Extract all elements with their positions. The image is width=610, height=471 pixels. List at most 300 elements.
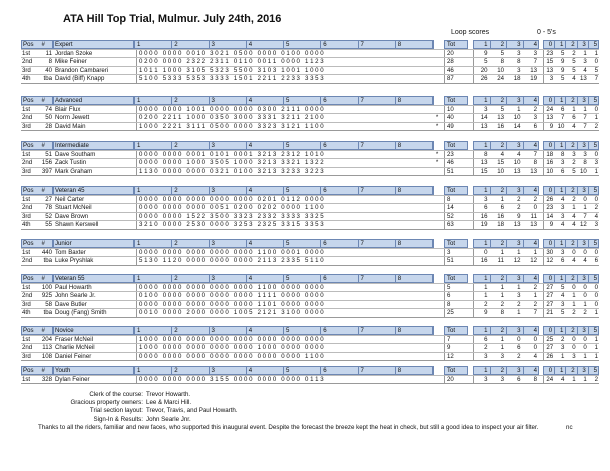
rider-total: 5 [444,284,471,293]
credit-line: Trial section layout: Trevor, Travis, and Paul Howarth. [89,407,238,415]
table-row [21,105,599,114]
loop-score: 2 [533,300,537,308]
score-count: 0 [572,335,576,343]
loop-score: 2 [533,105,537,113]
score-count: 2 [594,375,598,383]
loop-score: 1 [484,283,488,291]
loop-score: 3 [517,292,521,300]
table-row [21,352,599,361]
rider-position: 1st [22,150,31,158]
rider-name: Paul Howarth [55,283,92,291]
score-count: 3 [583,58,587,66]
score-count: 1 [594,167,598,175]
section-number: 7 [359,240,396,248]
loop-score: 8 [484,150,488,158]
zero-number: 3 [578,367,589,375]
rider-position: 1st [22,248,31,256]
score-count: 27 [546,292,554,300]
loop-number: 4 [524,142,540,150]
loop-number: 3 [507,142,524,150]
loop-score: 1 [484,292,488,300]
loop-score: 1 [533,248,537,256]
zero-header [543,186,599,195]
rider-total: 23 [444,151,471,160]
rider-number: 28 [45,122,52,130]
section-number: 6 [321,327,358,335]
loop-number: 4 [524,275,540,283]
loop-scores [473,75,540,84]
loop-number: 4 [524,97,540,105]
rider-name: Dylan Feiner [55,375,90,383]
section-header [134,239,434,248]
score-count: 1 [583,105,587,113]
table-row [21,150,599,159]
score-count: 0 [594,195,598,203]
zero-number: 3 [578,41,589,49]
score-count: 26 [546,352,554,360]
loop-score: 3 [484,375,488,383]
rider-number: tba [43,75,52,83]
section-scores: 3 2 1 0 0 0 0 0 2 5 3 0 0 0 0 0 3 2 5 3 2 3 2 5 3 3 1 5 3 3 5 3 [136,221,437,230]
score-count: 1 [583,375,587,383]
section-number: 6 [321,142,358,150]
loop-score: 1 [500,335,504,343]
class-name: Veteran 55 [53,274,134,283]
zero-number: 0 [544,41,555,49]
loop-score: 10 [497,167,504,175]
section-number: 6 [321,240,358,248]
section-number: 5 [284,275,321,283]
score-count: 26 [546,195,554,203]
score-counts [543,123,600,132]
section-number: 1 [135,327,172,335]
rider-total: 10 [444,106,471,115]
table-row [21,300,599,309]
rider-number: 27 [45,195,52,203]
loop-score: 2 [517,352,521,360]
section-scores: 0 0 0 0 0 0 0 0 0 0 0 0 0 0 0 0 0 0 0 0 1 1 0 0 0 0 0 0 0 0 0 0 [136,284,437,293]
zero-header [543,239,599,248]
section-scores: 1 0 0 0 0 0 0 0 0 0 0 0 0 0 0 0 0 0 0 0 0 0 0 0 0 0 0 0 0 0 0 0 [136,336,437,345]
rider-total: 8 [444,196,471,205]
score-count: 6 [560,105,565,113]
score-count: 13 [580,75,587,83]
class-rows [21,195,599,230]
loop-score: 20 [480,66,488,74]
rider-position: 4th [22,75,31,83]
score-count: 3 [572,150,576,158]
loop-score: 8 [517,58,521,66]
loop-score: 13 [513,167,521,175]
score-count: 3 [560,300,565,308]
section-number: 1 [135,275,172,283]
class-block [21,326,599,361]
score-count: 3 [549,75,554,83]
section-scores: 5 1 3 0 1 1 2 0 0 0 0 0 0 0 0 0 0 0 0 0 2 1 1 3 2 3 3 5 5 1 1 0 [136,257,437,266]
loop-score: 3 [484,105,488,113]
loop-number: 3 [507,275,524,283]
loop-number: 2 [491,327,508,335]
loop-number: 2 [491,240,508,248]
tiebreak-mark [434,221,440,230]
score-count: 3 [594,221,598,229]
loop-number: 1 [474,240,491,248]
section-scores: 1 0 1 1 1 0 0 0 3 1 0 5 5 3 2 3 5 5 0 0 3 1 0 3 1 0 0 1 1 0 0 0 [136,67,437,76]
score-count: 0 [583,195,587,203]
zero-number: 2 [566,142,577,150]
rider-number: 55 [45,221,52,229]
zero-number: 1 [555,240,566,248]
section-number: 5 [284,187,321,195]
score-count: 0 [594,300,598,308]
rider-name: Charlie McNeil [55,344,95,352]
section-scores: 1 0 0 0 0 0 0 0 0 0 0 0 0 0 0 0 0 0 0 0 1 0 0 0 0 0 0 0 0 0 0 0 [136,344,437,353]
score-count: 0 [594,150,598,158]
rider-total: 51 [444,257,471,266]
loop-scores [473,168,540,177]
zero-number: 1 [555,187,566,195]
section-number: 7 [359,327,396,335]
loop-number: 1 [474,97,491,105]
section-number: 7 [359,142,396,150]
class-block [21,274,599,318]
section-scores: 0 2 0 0 2 2 1 1 1 0 0 0 0 3 5 0 3 0 0 0 3 3 3 1 3 2 1 1 2 1 0 0 [136,114,437,123]
section-number: 5 [284,97,321,105]
loop-score: 4 [517,150,521,158]
section-header [134,96,434,105]
section-number: 2 [172,187,209,195]
loop-score: 3 [533,49,537,57]
pos-header [21,96,53,105]
rider-number: 8 [48,58,52,66]
section-number: 4 [247,41,284,49]
class-rows [21,375,599,385]
loop-score: 13 [530,221,537,229]
score-count: 1 [583,352,587,360]
loop-score: 1 [500,283,504,291]
zero-header [543,274,599,283]
section-scores: 0 0 0 0 0 0 0 0 0 0 0 1 0 1 0 1 0 0 0 1 3 2 1 3 2 3 1 2 1 0 1 0 [136,151,437,160]
loop-score: 0 [484,248,488,256]
score-count: 6 [560,257,565,265]
section-number: 1 [135,97,172,105]
table-row [21,248,599,257]
rider-name: Tom Baxter [55,248,86,256]
rider-name: Zack Tustin [55,159,87,167]
rider-number: 74 [45,105,52,113]
table-row [21,256,599,265]
loop-score: 12 [530,257,537,265]
zero-number: 5 [589,327,599,335]
score-count: 5 [560,283,565,291]
rider-name: David Main [55,122,86,130]
pos-label: Pos [23,41,34,48]
score-count: 7 [583,122,587,130]
loop-score: 5 [500,105,504,113]
rider-total: 49 [444,123,471,132]
class-name: Expert [53,40,134,49]
score-count: 3 [560,248,565,256]
score-count: 12 [580,221,587,229]
loop-scores [473,376,540,385]
score-count: 0 [572,248,576,256]
score-count: 4 [583,66,587,74]
score-count: 2 [572,159,576,167]
class-block [21,239,599,266]
loop-score: 0 [533,335,537,343]
score-count: 18 [546,150,554,158]
num-label: # [41,187,45,194]
class-rows [21,335,599,362]
loop-score: 3 [517,66,521,74]
rider-total: 3 [444,249,471,258]
table-row [21,212,599,221]
class-name: Junior [53,239,134,248]
pos-header [21,186,53,195]
zero-number: 5 [589,97,599,105]
rider-number: tba [43,257,52,265]
rider-name: Neil Carter [55,195,85,203]
zero-number: 3 [578,142,589,150]
section-number: 1 [135,142,172,150]
loop-number: 1 [474,41,491,49]
score-count: 23 [546,49,554,57]
class-name: Intermediate [53,141,134,150]
class-rows [21,150,599,177]
section-number: 8 [396,240,433,248]
loop-score: 1 [517,309,521,317]
credit-line: Gracious property owners: Lee & Marci Hill. [70,399,192,407]
section-scores: 0 0 0 0 0 0 0 0 1 5 2 2 3 5 0 0 3 3 2 3 2 3 3 2 3 3 3 3 3 3 2 5 [136,213,437,222]
section-number: 7 [359,367,396,375]
section-number: 7 [359,97,396,105]
rider-name: Shawn Kerswell [55,221,99,229]
rider-name: Dave Southam [55,150,96,158]
score-count: 2 [572,309,576,317]
zero-number: 5 [589,240,599,248]
class-name: Advanced [53,96,134,105]
zero-five-heading: 0 - 5's [537,29,556,36]
rider-position: 3rd [22,352,31,360]
score-count: 13 [546,114,554,122]
score-count: 1 [583,204,587,212]
loop-score: 7 [533,309,537,317]
score-count: 0 [594,283,598,291]
zero-number: 3 [578,275,589,283]
loop-score: 8 [533,159,537,167]
loop-score: 13 [530,167,537,175]
table-row [21,308,599,317]
rider-name: Daniel Feiner [55,352,92,360]
class-name: Youth [53,366,134,375]
rider-number: 328 [41,375,52,383]
loop-number: 4 [524,41,540,49]
rider-name: Jordan Szoke [55,49,93,57]
loop-score: 3 [484,195,488,203]
zero-number: 0 [544,187,555,195]
zero-number: 0 [544,97,555,105]
rider-number: 397 [41,167,52,175]
loop-score: 5 [500,49,504,57]
section-header [134,366,434,375]
tiebreak-mark: * [435,159,439,167]
class-name: Veteran 45 [53,186,134,195]
rider-total: 87 [444,75,471,84]
score-count: 23 [546,204,554,212]
tiebreak-mark: * [435,150,439,158]
score-count: 0 [583,248,587,256]
loop-score: 1 [533,292,537,300]
zero-number: 2 [566,187,577,195]
section-scores: 0 0 0 0 0 0 0 0 0 0 0 0 0 0 0 0 0 0 0 0 1 1 0 0 0 0 0 1 0 0 0 0 [136,249,437,258]
loop-score: 2 [484,344,488,352]
score-counts [543,221,600,230]
loop-scores [473,309,540,318]
rider-number: 204 [41,335,52,343]
class-block [21,366,599,384]
table-row [21,283,599,292]
score-count: 2 [572,49,576,57]
section-number: 6 [321,275,358,283]
zero-number: 5 [589,275,599,283]
table-row [21,122,599,131]
section-number: 6 [321,187,358,195]
zero-number: 0 [544,275,555,283]
table-row [21,195,599,204]
section-number: 2 [172,367,209,375]
loop-score: 10 [497,66,504,74]
tiebreak-mark [434,353,440,362]
class-header-row [21,141,599,150]
num-label: # [41,367,45,374]
score-count: 7 [594,75,598,83]
loop-score: 7 [533,150,537,158]
score-count: 4 [560,375,565,383]
loop-score: 4 [533,352,537,360]
class-rows [21,49,599,84]
zero-header [543,326,599,335]
loop-number: 2 [491,97,508,105]
section-header [134,186,434,195]
rider-number: 108 [41,352,52,360]
score-count: 8 [583,159,587,167]
rider-name: Dave Butler [55,300,87,308]
score-count: 1 [594,352,598,360]
section-number: 8 [396,327,433,335]
rider-number: 50 [45,114,52,122]
rider-number: 440 [41,248,52,256]
zero-number: 1 [555,275,566,283]
zero-number: 1 [555,367,566,375]
section-scores: 0 0 0 0 0 0 0 0 1 0 0 1 0 0 0 0 0 0 0 0 0 3 0 0 2 1 1 1 0 0 0 0 [136,106,437,115]
thanks-note: Thanks to all the riders, familiar and new faces, who supported this inaugural event. Despite the forecast the breeze kept the heat in check, but still a good idea to inspect your air filter. [38,424,539,431]
zero-header [543,40,599,49]
loop-scores-heading: Loop scores [451,29,490,36]
score-count: 4 [560,195,565,203]
score-count: 2 [560,335,565,343]
loop-number: 1 [474,275,491,283]
score-count: 2 [594,204,598,212]
score-count: 0 [583,283,587,291]
tot-header: Tot [444,326,468,335]
loop-score: 14 [480,114,488,122]
table-row [21,57,599,66]
class-header-row [21,186,599,195]
pos-label: Pos [23,327,34,334]
tiebreak-mark [434,376,440,385]
loop-score: 0 [533,204,537,212]
section-number: 3 [210,240,247,248]
class-header-row [21,96,599,105]
pos-label: Pos [23,367,34,374]
score-count: 0 [572,344,576,352]
rider-total: 12 [444,353,471,362]
score-count: 0 [572,283,576,291]
rider-position: 4th [22,221,31,229]
zero-number: 5 [589,41,599,49]
pos-label: Pos [23,275,34,282]
pos-label: Pos [23,240,34,247]
section-scores: 0 0 0 0 0 0 0 0 0 0 0 0 3 1 5 5 0 0 0 0 0 0 0 0 0 0 0 0 0 1 1 3 [136,376,437,385]
rider-total: 52 [444,213,471,222]
rider-total: 25 [444,309,471,318]
score-count: 3 [560,212,565,220]
loop-score: 3 [533,114,537,122]
section-number: 1 [135,367,172,375]
score-count: 4 [572,122,576,130]
section-number: 4 [247,367,284,375]
tot-header: Tot [444,96,468,105]
score-count: 9 [560,66,565,74]
num-label: # [41,275,45,282]
loop-score: 16 [480,212,488,220]
score-count: 3 [583,150,587,158]
class-header-row [21,40,599,49]
score-counts [543,257,600,266]
loop-score: 2 [500,300,504,308]
score-count: 27 [546,300,554,308]
section-number: 3 [210,97,247,105]
loop-score: 0 [517,335,521,343]
loop-scores [473,123,540,132]
score-count: 1 [583,49,587,57]
num-label: # [41,97,45,104]
rider-total: 46 [444,67,471,76]
loop-score: 0 [533,344,537,352]
tiebreak-mark [434,168,440,177]
rider-number: 51 [45,150,52,158]
loop-score: 2 [517,195,521,203]
loop-score: 18 [513,75,521,83]
rider-number: 156 [41,159,52,167]
rider-name: Norm Jewett [55,114,90,122]
author-initials: nc [566,424,573,431]
loop-score: 9 [517,212,521,220]
score-count: 1 [572,300,576,308]
rider-name: Mike Feiner [55,58,87,66]
section-number: 5 [284,142,321,150]
table-row [21,335,599,344]
zero-number: 2 [566,240,577,248]
rider-name: David (Biff) Knapp [55,75,105,83]
score-count: 1 [572,204,576,212]
section-number: 7 [359,187,396,195]
section-number: 5 [284,327,321,335]
loop-score: 12 [513,257,521,265]
loop-score: 3 [500,375,504,383]
section-number: 1 [135,187,172,195]
score-count: 2 [594,122,598,130]
